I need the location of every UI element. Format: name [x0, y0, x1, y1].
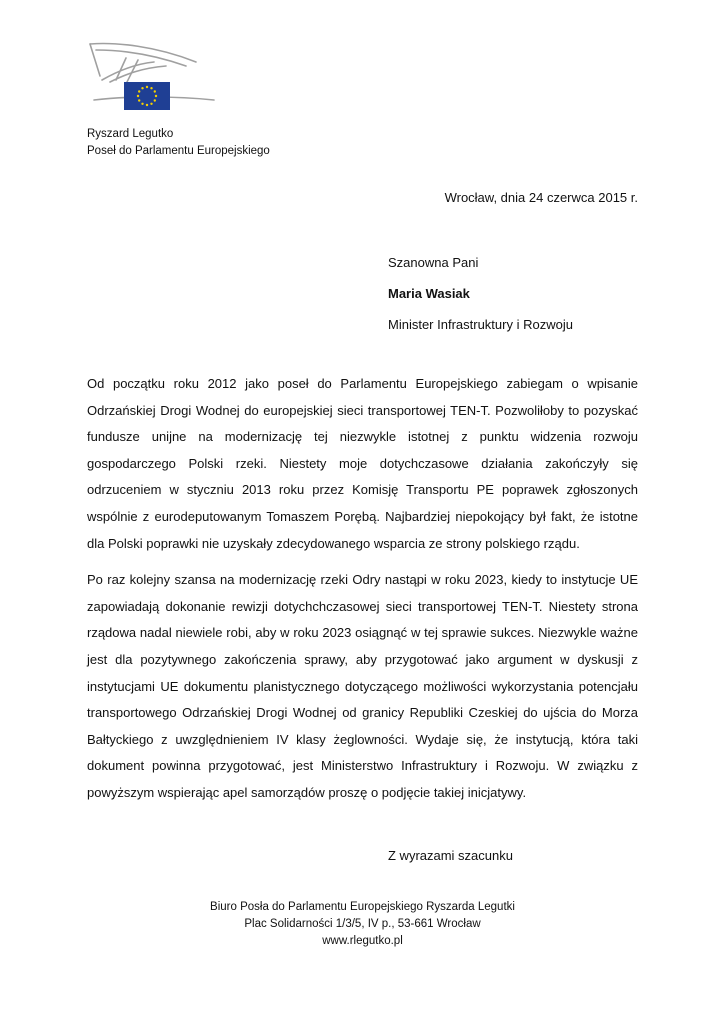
body-paragraph: Od początku roku 2012 jako poseł do Parlamentu Europejskiego zabiegam o wpisanie Odrzańskiej Drogi Wodnej do europejskiej sieci transportowej TEN-T. Pozwoliłoby to pozyskać fundusze unijne na modernizację tej niezwykle istotnej z punktu widzenia rozwoju gospodarczego Polski rzeki. Niestety moje dotychczasowe działania zakończyły się odrzuceniem w styczniu 2013 roku przez Komisję Transportu PE poprawek zgłoszonych wspólnie z eurodeputowanym Tomaszem Porębą. Najbardziej niepokojący był fakt, że istotne dla Polski poprawki nie uzyskały zdecydowanego wsparcia ze strony polskiego rządu. — [87, 376, 638, 551]
sender-name: Ryszard Legutko — [87, 128, 174, 140]
addressee-name: Maria Wasiak — [388, 286, 470, 301]
body-paragraph: Po raz kolejny szansa na modernizację rzeki Odry nastąpi w roku 2023, kiedy to instytucje UE zapowiadają dokonanie rewizji dotychchczasowej sieci transportowej TEN-T. Niestety strona rządowa nadal niewiele robi, aby w roku 2023 osiągnąć w tej sprawie sukces. Niezwykle ważne jest dla pozytywnego zakończenia sprawy, aby przygotować jako argument w dyskusji z instytucjami UE dokumentu planistycznego dotyczącego możliwości wykorzystania potencjału transportowego Odrzańskiej Drogi Wodnej od granicy Republiki Czeskiej do ujścia do Morza Bałtyckiego z uwzględnieniem IV klasy żeglowności. Wydaje się, że instytucją, która taki dokument powinna przygotować, jest Ministerstwo Infrastruktury i Rozwoju. W związku z powyższym wspierając apel samorządów proszę o podjęcie takiej inicjatywy. — [87, 572, 638, 800]
sender-title: Poseł do Parlamentu Europejskiego — [87, 145, 270, 157]
closing: Z wyrazami szacunku — [388, 848, 513, 863]
addressee-block — [388, 255, 573, 348]
footer — [0, 899, 725, 950]
letter-body — [87, 371, 638, 817]
addressee-position: Minister Infrastruktury i Rozwoju — [388, 317, 573, 332]
sender-block — [87, 126, 270, 160]
european-parliament-logo — [86, 40, 218, 120]
footer-address: Plac Solidarności 1/3/5, IV p., 53-661 Wrocław — [244, 918, 481, 930]
footer-website: www.rlegutko.pl — [322, 935, 403, 947]
salutation: Szanowna Pani — [388, 255, 479, 270]
eu-flag-icon — [124, 82, 170, 110]
footer-office: Biuro Posła do Parlamentu Europejskiego Ryszarda Legutki — [210, 901, 515, 913]
european-parliament-logo-icon — [86, 40, 218, 120]
letter-date: Wrocław, dnia 24 czerwca 2015 r. — [444, 190, 638, 205]
